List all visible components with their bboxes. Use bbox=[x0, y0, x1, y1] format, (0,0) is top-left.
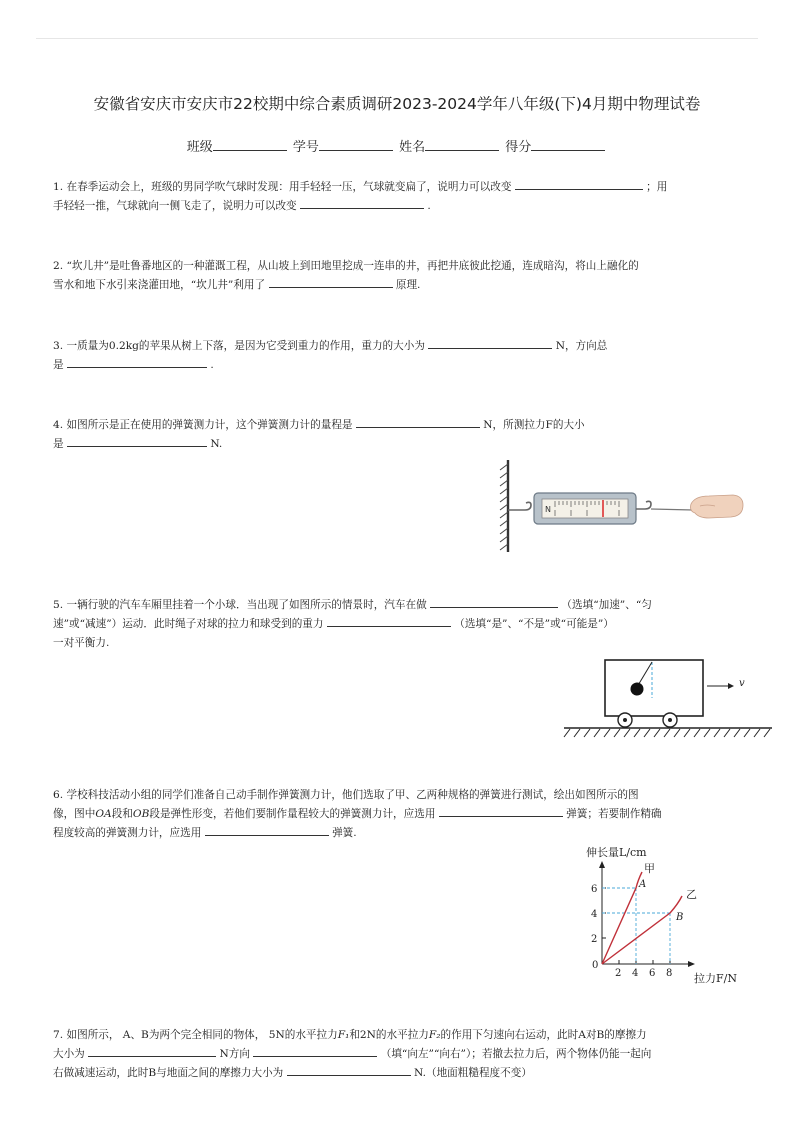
car-body bbox=[605, 660, 703, 716]
q4-blank-2[interactable] bbox=[67, 435, 207, 447]
extension-force-graph bbox=[578, 842, 748, 986]
question-4: 4. 如图所示是正在使用的弹簧测力计，这个弹簧测力计的量程是 N，所测拉力F的大小 是 N. bbox=[53, 416, 741, 454]
x-tick-0: 0 bbox=[592, 960, 599, 971]
question-1: 1. 在春季运动会上，班级的男同学吹气球时发现：用手轻轻一压，气球就变扁了，说明力可以改变 ；用 手轻轻一推，气球就向一侧飞走了，说明力可以改变 . bbox=[53, 178, 741, 216]
label-jia: 甲 bbox=[644, 862, 655, 875]
right-hook bbox=[636, 501, 651, 509]
student-info-row bbox=[0, 136, 794, 155]
graph-y-label: 伸长量L/cm bbox=[586, 846, 647, 859]
wall-hatching bbox=[500, 464, 508, 550]
velocity-label: v bbox=[739, 678, 745, 689]
question-2: 2. “坎儿井”是吐鲁番地区的一种灌溉工程，从山坡上到田地里挖成一连串的井，再把井底彼此挖通，连成暗沟，将山上融化的 雪水和地下水引来浇灌田地，“坎儿井”利用了 原理. bbox=[53, 260, 639, 291]
q7-blank-3[interactable] bbox=[287, 1064, 411, 1076]
q2-blank-1[interactable] bbox=[269, 276, 393, 288]
question-6: 6. 学校科技活动小组的同学们准备自己动手制作弹簧测力计，他们选取了甲、乙两种规格的弹簧进行测试，绘出如图所示的图 像，图中OA段和OB段是弹性形变，若他们要制作量程较大的弹簧测力计，应选用 弹簧；若要制作精确 程度较高的弹簧测力计，应选用 弹簧. bbox=[53, 789, 662, 839]
x-tick-4: 4 bbox=[632, 968, 639, 979]
exam-title: 安徽省安庆市安庆市22校期中综合素质调研2023-2024学年八年级(下)4月期中物理试卷 bbox=[93, 95, 701, 113]
score-blank[interactable] bbox=[531, 138, 605, 151]
label-yi: 乙 bbox=[686, 888, 697, 901]
ground-hatching bbox=[564, 729, 770, 737]
y-tick-2: 2 bbox=[591, 934, 598, 945]
question-3: 3. 一质量为0.2kg的苹果从树上下落，是因为它受到重力的作用，重力的大小为 N，方向总 是 . bbox=[53, 337, 741, 375]
y-tick-6: 6 bbox=[591, 884, 598, 895]
q1-blank-2[interactable] bbox=[300, 197, 424, 209]
q4-blank-1[interactable] bbox=[356, 416, 480, 428]
x-tick-2: 2 bbox=[615, 968, 622, 979]
q6-blank-2[interactable] bbox=[205, 824, 329, 836]
left-hook bbox=[508, 502, 531, 510]
class-blank[interactable] bbox=[213, 138, 287, 151]
point-a-label: A bbox=[639, 879, 647, 890]
car-figure bbox=[560, 652, 775, 744]
q7-blank-1[interactable] bbox=[88, 1045, 216, 1057]
q3-blank-1[interactable] bbox=[428, 337, 552, 349]
spring-scale-figure bbox=[495, 458, 745, 554]
x-tick-6: 6 bbox=[649, 968, 656, 979]
pendulum-ball bbox=[631, 683, 644, 696]
student-id-blank[interactable] bbox=[319, 138, 393, 151]
x-tick-8: 8 bbox=[666, 968, 673, 979]
student-id-label: 学号 bbox=[292, 140, 319, 155]
graph-reference-lines bbox=[602, 888, 670, 964]
point-b-label: B bbox=[676, 912, 684, 923]
scale-unit-letter: N bbox=[545, 505, 551, 514]
graph-x-label: 拉力F/N bbox=[694, 972, 737, 985]
q6-blank-1[interactable] bbox=[439, 805, 563, 817]
header-divider bbox=[36, 38, 758, 39]
hand-icon bbox=[691, 495, 744, 518]
class-label: 班级 bbox=[186, 140, 213, 155]
name-label: 姓名 bbox=[399, 140, 426, 155]
q5-blank-2[interactable] bbox=[327, 615, 451, 627]
q5-blank-1[interactable] bbox=[430, 596, 558, 608]
pull-string bbox=[651, 509, 693, 510]
q1-blank-1[interactable] bbox=[515, 178, 643, 190]
y-tick-4: 4 bbox=[591, 909, 598, 920]
question-5: 5. 一辆行驶的汽车车厢里挂着一个小球．当出现了如图所示的情景时，汽车在做 （选填“加速”、“匀 速”或“减速”）运动．此时绳子对球的拉力和球受到的重力 （选填“是”、“不是”或“可能是”） 一对平衡力. bbox=[53, 596, 741, 653]
score-label: 得分 bbox=[505, 140, 532, 155]
q3-blank-2[interactable] bbox=[67, 356, 207, 368]
name-blank[interactable] bbox=[425, 138, 499, 151]
question-7: 7. 如图所示， A、B为两个完全相同的物体， 5N的水平拉力F₁和2N的水平拉力F₂的作用下匀速向右运动，此时A对B的摩擦力 大小为 N方向 （填“向左”“向右”）；若撤去拉力后，两个物体仍能一起向 右做减速运动，此时B与地面之间的摩擦力大小为 N.（地面粗糙程度不变） bbox=[53, 1029, 652, 1079]
q7-blank-2[interactable] bbox=[253, 1045, 377, 1057]
